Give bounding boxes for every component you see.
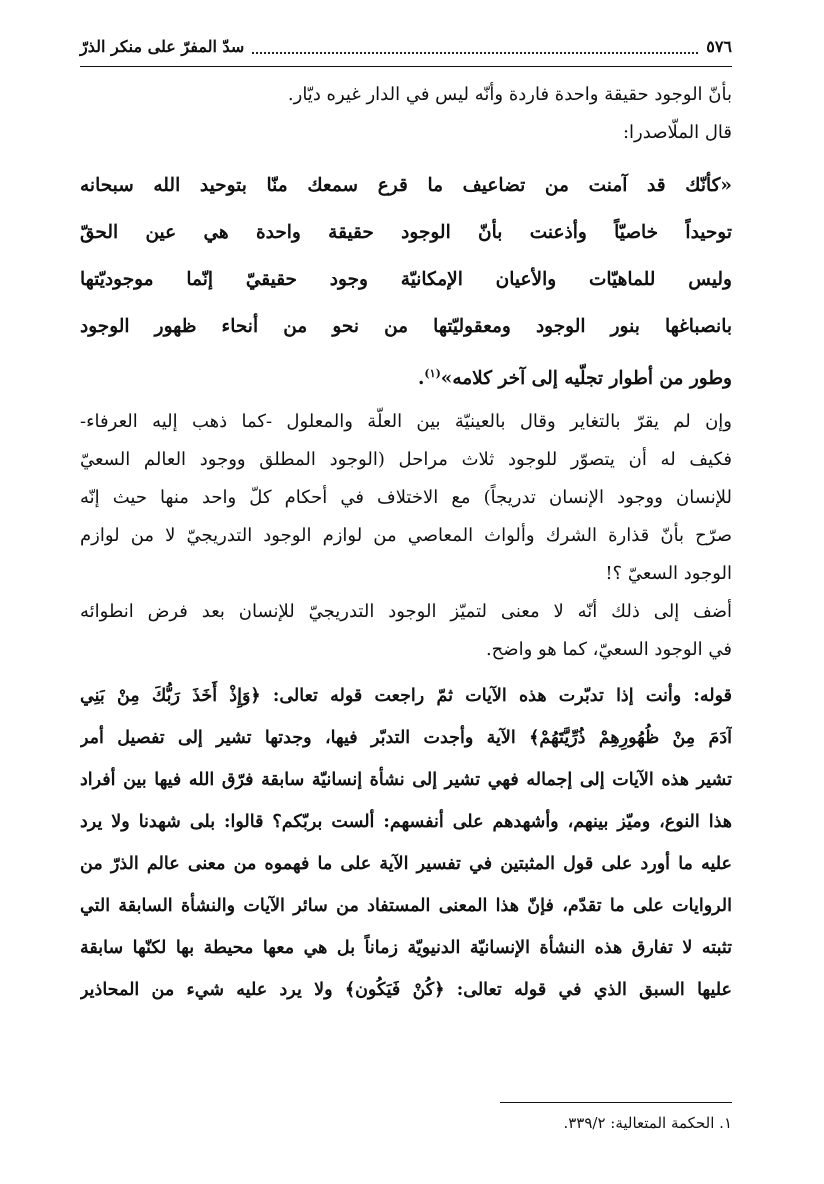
header-dot-leader <box>252 38 698 54</box>
commentary-line <box>80 675 732 717</box>
quran-verse: ﴿كُنْ فَيَكُون﴾ <box>344 980 445 1000</box>
quote-line <box>80 350 732 397</box>
page-body <box>80 76 732 1011</box>
text-line: الوجود السعيّ ؟! <box>605 563 732 584</box>
quote-line: «كأنّك قد آمنت من تضاعيف ما قرع سمعك منّا بتوحيد الله سبحانه <box>80 175 732 196</box>
commentary-text: عليها السبق الذي في قوله تعالى: <box>456 980 732 1000</box>
footnote-ref: (١) <box>424 367 441 380</box>
text-line: قال الملّاصدرا: <box>622 122 732 143</box>
quote-end-punct: . <box>417 368 425 390</box>
text-line: صرّح بأنّ قذارة الشرك وألواث المعاصي من لوازم الوجود التدريجيّ لا من لوازم <box>80 525 732 546</box>
quran-verse: ﴿وَإِذْ أَخَذَ رَبُّكَ مِنْ بَنِي <box>80 686 261 706</box>
text-line: للإنسان ووجود الإنسان تدريجاً) مع الاختلاف في أحكام كلّ واحد منها حيث إنّه <box>80 487 732 508</box>
quote-line: توحيداً خاصيّاً وأذعنت بأنّ الوجود حقيقة واحدة هي عين الحقّ <box>80 222 732 243</box>
commentary-text: قوله: وأنت إذا تدبّرت هذه الآيات ثمّ راجعت قوله تعالى: <box>272 686 732 706</box>
commentary-line <box>80 969 732 1011</box>
text-line: في الوجود السعيّ، كما هو واضح. <box>485 639 732 660</box>
text-line: وإن لم يقرّ بالتغاير وقال بالعينيّة بين العلّة والمعلول -كما ذهب إليه العرفاء- <box>80 411 732 432</box>
commentary-line: تشير هذه الآيات إلى إجماله فهي تشير إلى نشأة إنسانيّة سابقة فرّق الله فيها بين أفراد <box>80 770 732 790</box>
commentary-text: ولا يرد عليه شيء من المحاذير <box>80 980 333 1000</box>
footnote-rule <box>500 1102 732 1103</box>
commentary-text: الآية وأجدت التدبّر فيها، وجدتها تشير إلى تفصيل أمر <box>80 728 516 748</box>
quotation-block <box>80 162 732 397</box>
commentary-line: تثبته لا تفارق هذه النشأة الإنسانيّة الدنيويّة زماناً بل هي معها محيطة بها لكنّها سابقة <box>80 938 732 958</box>
running-title: سدّ المفرّ على منكر الذرّ <box>80 36 245 56</box>
footnote: ١. الحكمة المتعالية: ٣٣٩/٢. <box>563 1114 732 1132</box>
header-rule <box>80 66 732 67</box>
quote-end-text: وطور من أطوار تجلّيه إلى آخر كلامه» <box>440 368 732 390</box>
commentary-block <box>80 675 732 1011</box>
quran-verse: آدَمَ مِنْ ظُهُورِهِمْ ذُرِّيَّتَهُمْ﴾ <box>529 728 732 748</box>
quote-line: بانصباغها بنور الوجود ومعقوليّتها من نحو من أنحاء ظهور الوجود <box>80 316 732 337</box>
quote-line: وليس للماهيّات والأعيان الإمكانيّة وجود حقيقيّ إنّما موجوديّتها <box>80 269 732 290</box>
commentary-line: الروايات على ما تقدّم، فإنّ هذا المعنى المستفاد من سائر الآيات والنشأة السابقة التي <box>80 896 732 916</box>
commentary-line: هذا النوع، وميّز بينهم، وأشهدهم على أنفسهم: ألست بربّكم؟ قالوا: بلى شهدنا ولا يرد <box>80 812 732 832</box>
commentary-line: عليه ما أورد على قول المثبتين في تفسير الآية على ما فهموه من معنى عالم الذرّ من <box>80 854 732 874</box>
text-line: أضف إلى ذلك أنّه لا معنى لتميّز الوجود التدريجيّ للإنسان بعد فرض انطوائه <box>80 601 732 622</box>
page-number: ٥٧٦ <box>706 36 732 56</box>
text-line: بأنّ الوجود حقيقة واحدة فاردة وأنّه ليس في الدار غيره ديّار. <box>287 84 732 105</box>
text-line: فكيف له أن يتصوّر للوجود ثلاث مراحل (الوجود المطلق ووجود العالم السعيّ <box>80 449 732 470</box>
commentary-line <box>80 717 732 759</box>
running-header <box>80 28 732 64</box>
